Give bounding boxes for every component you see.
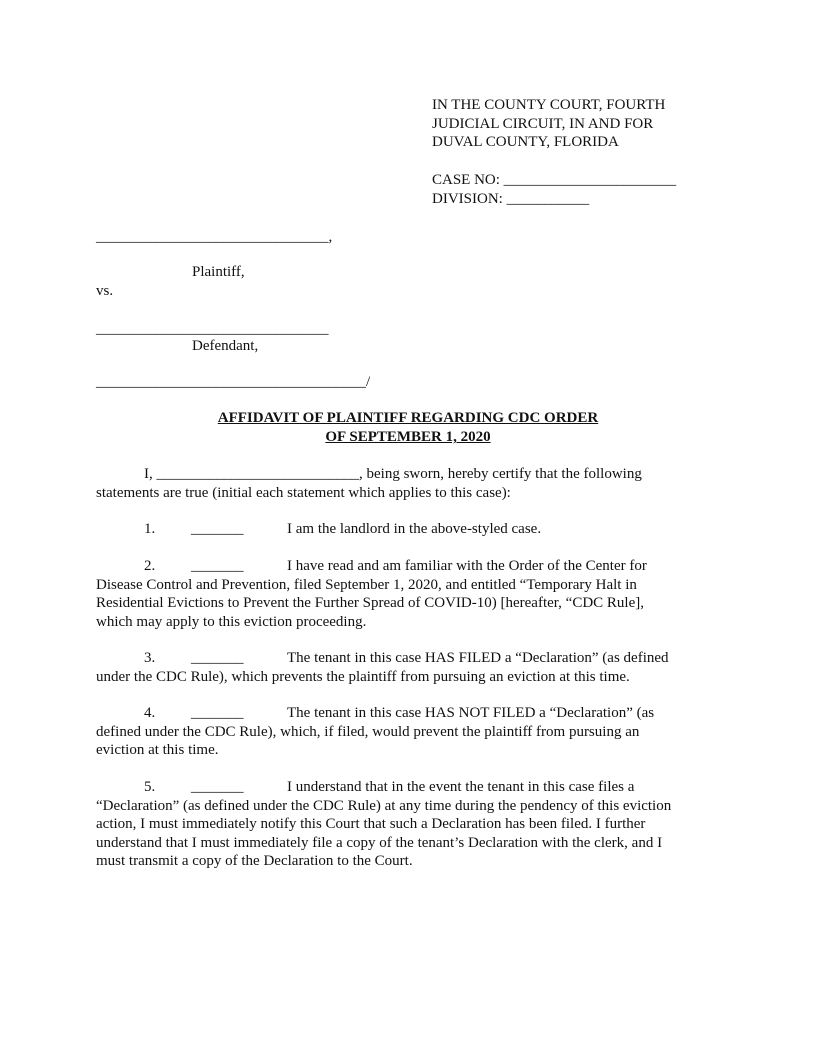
court-line: JUDICIAL CIRCUIT, IN AND FOR	[432, 115, 654, 132]
initial-blank[interactable]: _______	[191, 650, 244, 666]
statement-item	[96, 778, 721, 871]
statement-item	[96, 557, 721, 631]
item-number: 2.	[144, 558, 156, 574]
defendant-name-line[interactable]: _______________________________	[96, 321, 329, 337]
item-text: I am the landlord in the above-styled case.	[287, 521, 542, 537]
statement-item	[96, 649, 721, 686]
item-number: 5.	[144, 779, 156, 795]
title-line-1: AFFIDAVIT OF PLAINTIFF REGARDING CDC ORDER	[217, 410, 599, 426]
item-text: defined under the CDC Rule), which, if filed, would prevent the plaintiff from pursuing an	[96, 723, 640, 740]
item-text: Residential Evictions to Prevent the Further Spread of COVID-10) [hereafter, “CDC Rule],	[96, 595, 645, 611]
division-field[interactable]: DIVISION: ___________	[432, 190, 590, 207]
item-number: 3.	[144, 650, 156, 666]
item-text: Disease Control and Prevention, filed September 1, 2020, and entitled “Temporary Halt in	[96, 576, 637, 593]
item-text: eviction at this time.	[96, 742, 219, 758]
court-line: DUVAL COUNTY, FLORIDA	[432, 134, 619, 150]
intro-paragraph	[96, 465, 721, 502]
statement-item	[96, 704, 721, 760]
item-text: “Declaration” (as defined under the CDC Rule) at any time during the pendency of this eviction	[96, 797, 672, 814]
item-text: The tenant in this case HAS NOT FILED a “Declaration” (as	[287, 705, 655, 721]
statement-item	[96, 520, 721, 539]
document-title	[0, 409, 816, 447]
item-text: which may apply to this eviction proceeding.	[96, 613, 367, 630]
initial-blank[interactable]: _______	[191, 558, 244, 574]
case-info	[432, 171, 676, 208]
item-number: 1.	[144, 521, 156, 537]
item-text: must transmit a copy of the Declaration to the Court.	[96, 853, 413, 869]
versus-label: vs.	[96, 283, 114, 299]
case-number-field[interactable]: CASE NO: _______________________	[432, 172, 677, 188]
item-text: action, I must immediately notify this Court that such a Declaration has been filed. I further	[96, 816, 646, 832]
initial-blank[interactable]: _______	[191, 521, 244, 537]
caption-closing-line: ____________________________________/	[96, 374, 371, 390]
plaintiff-name-line[interactable]: _______________________________,	[96, 229, 333, 245]
court-header	[432, 96, 665, 152]
item-text: I understand that in the event the tenant in this case files a	[287, 779, 635, 795]
item-text: under the CDC Rule), which prevents the plaintiff from pursuing an eviction at this time.	[96, 668, 630, 685]
initial-blank[interactable]: _______	[191, 705, 244, 721]
intro-line-2: statements are true (initial each statement which applies to this case):	[96, 484, 511, 501]
item-number: 4.	[144, 705, 156, 721]
item-text: understand that I must immediately file a copy of the tenant’s Declaration with the clerk, and I	[96, 834, 663, 851]
item-text: The tenant in this case HAS FILED a “Declaration” (as defined	[287, 650, 669, 666]
initial-blank[interactable]: _______	[191, 779, 244, 795]
court-line: IN THE COUNTY COURT, FOURTH	[432, 97, 666, 113]
defendant-label: Defendant,	[192, 338, 259, 354]
plaintiff-label: Plaintiff,	[192, 264, 245, 280]
affiant-name-line[interactable]: I, ___________________________, being sworn, hereby certify that the following	[144, 466, 642, 482]
item-text: I have read and am familiar with the Order of the Center for	[287, 558, 647, 574]
title-line-2: OF SEPTEMBER 1, 2020	[325, 429, 491, 445]
